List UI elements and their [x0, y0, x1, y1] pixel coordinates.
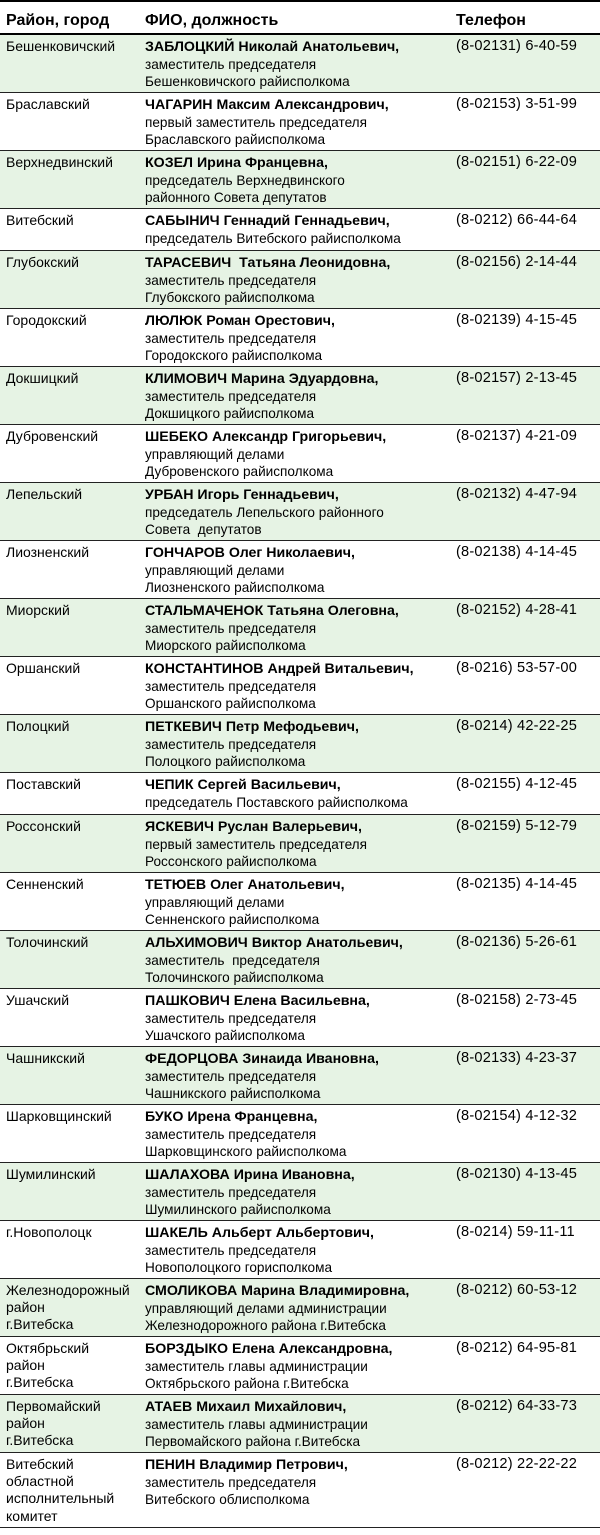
person-cell: [139, 1398, 450, 1450]
person-surname: ШАКЕЛЬ: [145, 1225, 208, 1241]
district-cell: [0, 1050, 139, 1102]
person-surname: КОЗЕЛ: [145, 155, 194, 171]
person-name: [145, 718, 450, 736]
district-cell: [0, 154, 139, 206]
person-name: [145, 312, 450, 330]
district-line: Первомайский: [6, 1398, 101, 1414]
person-surname: ЛЮЛЮК: [145, 313, 203, 329]
district-line: Докшицкий: [6, 370, 79, 386]
district-cell: [0, 1398, 139, 1450]
person-name: [145, 1340, 450, 1358]
district-cell: [0, 660, 139, 712]
phone-cell: (8-0214) 59-11-11: [456, 1224, 575, 1240]
table-row: [0, 309, 600, 367]
person-cell: [139, 602, 450, 654]
person-given-name: Александр Григорьевич,: [208, 429, 387, 445]
phone-cell: (8-02158) 2-73-45: [456, 992, 578, 1008]
phone-cell: (8-02153) 3-51-99: [456, 96, 578, 112]
person-cell: [139, 254, 450, 306]
person-given-name: Петр Мефодьевич,: [221, 719, 359, 735]
district-cell: [0, 486, 139, 538]
person-name: [145, 660, 450, 678]
phone-cell: (8-0212) 66-44-64: [456, 212, 578, 228]
district-line: исполнительный: [6, 1490, 115, 1507]
phone-cell: (8-0214) 42-22-25: [456, 718, 578, 734]
person-cell: [139, 1456, 450, 1525]
phone-cell: (8-02157) 2-13-45: [456, 370, 578, 386]
person-title-line: управляющий делами: [145, 563, 285, 579]
person-title-line: председатель Поставского райисполкома: [145, 795, 408, 811]
person-name: [145, 1108, 450, 1126]
person-name: [145, 96, 450, 114]
person-name: [145, 1456, 450, 1474]
person-given-name: Татьяна Олеговна,: [263, 603, 399, 619]
district-line: Поставский: [6, 776, 81, 792]
table-header: [0, 0, 600, 35]
person-given-name: Олег Николаевич,: [224, 545, 355, 561]
person-cell: [139, 96, 450, 148]
phone-cell: (8-0216) 53-57-00: [456, 660, 578, 676]
person-given-name: Николай Анатольевич,: [234, 39, 400, 55]
person-cell: [139, 1166, 450, 1218]
phone-cell: (8-02133) 4-23-37: [456, 1050, 578, 1066]
person-title-line: председатель Верхнедвинского: [145, 173, 345, 189]
phone-cell: (8-02156) 2-14-44: [456, 254, 578, 270]
district-line: Чашникский: [6, 1050, 85, 1066]
phone-cell: (8-02130) 4-13-45: [456, 1166, 578, 1182]
table-row: [0, 989, 600, 1047]
district-cell: [0, 1224, 139, 1276]
district-line: Шумилинский: [6, 1166, 96, 1182]
person-cell: [139, 1340, 450, 1392]
person-name: [145, 428, 450, 446]
person-given-name: Руслан Валерьевич,: [213, 819, 362, 835]
district-line: Витебский: [6, 212, 74, 228]
person-name: [145, 602, 450, 620]
person-title-line: заместитель председателя: [145, 1243, 317, 1259]
person-title-line: Бешенковичского райисполкома: [145, 74, 350, 90]
header-district: Район, город: [6, 12, 110, 29]
person-title-line: Ушачского райисполкома: [145, 1028, 305, 1044]
person-title-line: заместитель председателя: [145, 953, 320, 969]
person-surname: ФЕДОРЦОВА: [145, 1051, 239, 1067]
person-cell: [139, 154, 450, 206]
phone-cell: (8-0212) 64-95-81: [456, 1340, 578, 1356]
table-row: [0, 541, 600, 599]
district-cell: [0, 1108, 139, 1160]
person-given-name: Елена Васильевна,: [229, 993, 370, 1009]
person-name: [145, 486, 450, 504]
person-surname: АТАЕВ: [145, 1399, 193, 1415]
person-title-line: заместитель председателя: [145, 57, 317, 73]
person-name: [145, 154, 450, 172]
header-phone: Телефон: [456, 12, 526, 29]
phone-cell: (8-02139) 4-15-45: [456, 312, 578, 328]
person-title-line: Россонского райисполкома: [145, 854, 317, 870]
person-given-name: Максим Александрович,: [212, 97, 389, 113]
district-line: Витебский: [6, 1456, 74, 1472]
table-row: [0, 367, 600, 425]
person-cell: [139, 876, 450, 928]
table-row: [0, 657, 600, 715]
person-surname: ЧАГАРИН: [145, 97, 213, 113]
person-title-line: первый заместитель председателя: [145, 837, 367, 853]
table-row: [0, 1105, 600, 1163]
phone-cell: (8-02155) 4-12-45: [456, 776, 578, 792]
person-given-name: Михаил Михайлович,: [192, 1399, 347, 1415]
person-name: [145, 934, 450, 952]
person-given-name: Роман Орестович,: [202, 313, 335, 329]
phone-cell: (8-02132) 4-47-94: [456, 486, 578, 502]
district-line: Дубровенский: [6, 428, 99, 444]
person-title-line: районного Совета депутатов: [145, 190, 327, 206]
person-cell: [139, 776, 450, 812]
table-row: [0, 483, 600, 541]
person-title-line: Полоцкого райисполкома: [145, 754, 306, 770]
person-surname: САБЫНИЧ: [145, 213, 220, 229]
person-title-line: Лиозненского райисполкома: [145, 580, 325, 596]
person-title-line: управляющий делами: [145, 447, 285, 463]
person-title-line: Шумилинского райисполкома: [145, 1202, 331, 1218]
person-cell: [139, 1282, 450, 1334]
person-surname: СМОЛИКОВА: [145, 1283, 238, 1299]
person-cell: [139, 38, 450, 90]
person-title-line: Шарковщинского райисполкома: [145, 1144, 347, 1160]
table-row: [0, 35, 600, 93]
district-line: Сенненский: [6, 876, 84, 892]
person-surname: КОНСТАНТИНОВ: [145, 661, 264, 677]
phone-cell: (8-02136) 5-26-61: [456, 934, 578, 950]
person-given-name: Марина Владимировна,: [237, 1283, 410, 1299]
person-title-line: Оршанского райисполкома: [145, 696, 316, 712]
person-surname: ПАШКОВИЧ: [145, 993, 230, 1009]
district-line: Лиозненский: [6, 544, 90, 560]
phone-cell: (8-02137) 4-21-09: [456, 428, 578, 444]
header-person: ФИО, должность: [145, 12, 279, 29]
person-name: [145, 544, 450, 562]
person-name: [145, 212, 450, 230]
table-row: [0, 1047, 600, 1105]
table-row: [0, 1221, 600, 1279]
person-title-line: Первомайского района г.Витебска: [145, 1434, 361, 1450]
district-line: Октябрьский: [6, 1340, 90, 1356]
person-name: [145, 370, 450, 388]
person-given-name: Владимир Петрович,: [195, 1457, 348, 1473]
person-surname: БОРЗДЫКО: [145, 1341, 229, 1357]
district-cell: [0, 602, 139, 654]
person-surname: ПЕНИН: [145, 1457, 196, 1473]
district-line: район: [6, 1299, 45, 1316]
district-line: Лепельский: [6, 486, 83, 502]
person-given-name: Игорь Геннадьевич,: [193, 487, 339, 503]
district-line: Верхнедвинский: [6, 154, 113, 170]
person-cell: [139, 1050, 450, 1102]
district-line: г.Витебска: [6, 1432, 74, 1449]
person-surname: ШЕБЕКО: [145, 429, 209, 445]
table-row: [0, 873, 600, 931]
person-title-line: Толочинского райисполкома: [145, 970, 324, 986]
person-given-name: Геннадий Геннадьевич,: [219, 213, 390, 229]
table-row: [0, 715, 600, 773]
person-title-line: заместитель председателя: [145, 737, 317, 753]
person-title-line: Новополоцкого горисполкома: [145, 1260, 333, 1276]
district-cell: [0, 254, 139, 306]
person-title-line: заместитель главы администрации: [145, 1359, 368, 1375]
table-row: [0, 815, 600, 873]
person-title-line: заместитель председателя: [145, 621, 317, 637]
district-line: Браславский: [6, 96, 90, 112]
person-title-line: Докшицкого райисполкома: [145, 406, 315, 422]
phone-cell: (8-02152) 4-28-41: [456, 602, 578, 618]
person-surname: ЯСКЕВИЧ: [145, 819, 214, 835]
person-name: [145, 876, 450, 894]
person-cell: [139, 544, 450, 596]
person-title-line: председатель Лепельского районного: [145, 505, 384, 521]
district-cell: [0, 776, 139, 812]
table-row: [0, 1337, 600, 1395]
person-title-line: заместитель председателя: [145, 273, 317, 289]
table-row: [0, 209, 600, 251]
person-given-name: Зинаида Ивановна,: [238, 1051, 379, 1067]
person-title-line: Чашникского райисполкома: [145, 1086, 321, 1102]
person-given-name: Татьяна Леонидовна,: [231, 255, 391, 271]
person-title-line: заместитель председателя: [145, 1475, 317, 1491]
district-cell: [0, 718, 139, 770]
person-given-name: Сергей Васильевич,: [193, 777, 341, 793]
person-surname: БУКО: [145, 1109, 184, 1125]
district-cell: [0, 1166, 139, 1218]
person-title-line: Городокского райисполкома: [145, 348, 323, 364]
person-given-name: Ирена Францевна,: [183, 1109, 318, 1125]
person-cell: [139, 212, 450, 248]
person-surname: АЛЬХИМОВИЧ: [145, 935, 248, 951]
phone-cell: (8-02159) 5-12-79: [456, 818, 578, 834]
person-title-line: заместитель главы администрации: [145, 1417, 368, 1433]
district-line: Оршанский: [6, 660, 81, 676]
district-line: район: [6, 1415, 45, 1432]
table-row: [0, 1279, 600, 1337]
person-name: [145, 1398, 450, 1416]
person-surname: УРБАН: [145, 487, 194, 503]
person-title-line: Сенненского райисполкома: [145, 912, 320, 928]
person-name: [145, 38, 450, 56]
person-title-line: Дубровенского райисполкома: [145, 464, 334, 480]
person-title-line: заместитель председателя: [145, 1127, 317, 1143]
person-title-line: Миорского райисполкома: [145, 638, 306, 654]
person-title-line: Глубокского райисполкома: [145, 290, 315, 306]
person-name: [145, 1224, 450, 1242]
table-row: [0, 599, 600, 657]
person-surname: КЛИМОВИЧ: [145, 371, 228, 387]
person-given-name: Елена Александровна,: [228, 1341, 393, 1357]
person-cell: [139, 718, 450, 770]
phone-cell: (8-02131) 6-40-59: [456, 38, 578, 54]
person-name: [145, 1166, 450, 1184]
district-line: Миорский: [6, 602, 70, 618]
person-given-name: Марина Эдуардовна,: [227, 371, 379, 387]
person-surname: ЧЕПИК: [145, 777, 194, 793]
district-cell: [0, 38, 139, 90]
district-line: областной: [6, 1473, 74, 1490]
person-title-line: заместитель председателя: [145, 389, 317, 405]
person-name: [145, 776, 450, 794]
table-row: [0, 151, 600, 209]
phone-cell: (8-02138) 4-14-45: [456, 544, 578, 560]
district-line: Толочинский: [6, 934, 89, 950]
table-row: [0, 1163, 600, 1221]
district-cell: [0, 428, 139, 480]
person-given-name: Альберт Альбертович,: [207, 1225, 374, 1241]
district-cell: [0, 370, 139, 422]
person-surname: ШАЛАХОВА: [145, 1167, 230, 1183]
person-title-line: первый заместитель председателя: [145, 115, 367, 131]
person-cell: [139, 934, 450, 986]
person-cell: [139, 312, 450, 364]
table-body: [0, 35, 600, 1528]
person-surname: ТАРАСЕВИЧ: [145, 255, 232, 271]
person-name: [145, 1050, 450, 1068]
person-title-line: Октябрьского района г.Витебска: [145, 1376, 349, 1392]
person-cell: [139, 428, 450, 480]
district-line: г.Витебска: [6, 1316, 74, 1333]
person-surname: СТАЛЬМАЧЕНОК: [145, 603, 264, 619]
district-line: г.Новополоцк: [6, 1224, 92, 1240]
person-title-line: управляющий делами: [145, 895, 285, 911]
district-line: Бешенковичский: [6, 38, 116, 54]
district-line: Железнодорожный: [6, 1282, 130, 1298]
person-title-line: заместитель председателя: [145, 679, 317, 695]
district-cell: [0, 96, 139, 148]
person-cell: [139, 1224, 450, 1276]
table-row: [0, 931, 600, 989]
district-cell: [0, 934, 139, 986]
person-title-line: Браславского райисполкома: [145, 132, 326, 148]
phone-cell: (8-0212) 60-53-12: [456, 1282, 578, 1298]
person-cell: [139, 818, 450, 870]
person-title-line: заместитель председателя: [145, 331, 317, 347]
phone-cell: (8-02151) 6-22-09: [456, 154, 578, 170]
person-title-line: управляющий делами администрации: [145, 1301, 387, 1317]
person-title-line: заместитель председателя: [145, 1011, 317, 1027]
person-name: [145, 992, 450, 1010]
table-row: [0, 1453, 600, 1528]
district-cell: [0, 1456, 139, 1525]
district-line: Глубокский: [6, 254, 79, 270]
table-row: [0, 93, 600, 151]
district-line: г.Витебска: [6, 1374, 74, 1391]
district-line: Шарковщинский: [6, 1108, 112, 1124]
table-row: [0, 425, 600, 483]
district-line: Россонский: [6, 818, 81, 834]
person-surname: ГОНЧАРОВ: [145, 545, 225, 561]
district-cell: [0, 544, 139, 596]
person-cell: [139, 486, 450, 538]
district-line: район: [6, 1357, 45, 1374]
district-line: комитет: [6, 1507, 58, 1524]
person-cell: [139, 660, 450, 712]
person-given-name: Андрей Витальевич,: [263, 661, 414, 677]
person-cell: [139, 1108, 450, 1160]
person-cell: [139, 370, 450, 422]
table-row: [0, 1395, 600, 1453]
person-surname: ТЕТЮЕВ: [145, 877, 207, 893]
person-title-line: Железнодорожного района г.Витебска: [145, 1318, 386, 1334]
phone-cell: (8-02154) 4-12-32: [456, 1108, 578, 1124]
person-title-line: заместитель председателя: [145, 1185, 317, 1201]
district-line: Ушачский: [6, 992, 70, 1008]
district-cell: [0, 876, 139, 928]
person-given-name: Ирина Францевна,: [193, 155, 328, 171]
person-title-line: Совета депутатов: [145, 522, 262, 538]
person-name: [145, 254, 450, 272]
phone-cell: (8-0212) 22-22-22: [456, 1456, 578, 1472]
person-cell: [139, 992, 450, 1044]
person-surname: ПЕТКЕВИЧ: [145, 719, 222, 735]
district-line: Городокский: [6, 312, 87, 328]
person-given-name: Виктор Анатольевич,: [247, 935, 403, 951]
district-cell: [0, 1340, 139, 1392]
district-line: Полоцкий: [6, 718, 70, 734]
person-title-line: председатель Витебского райисполкома: [145, 231, 401, 247]
table-row: [0, 251, 600, 309]
district-cell: [0, 818, 139, 870]
person-name: [145, 1282, 450, 1300]
person-name: [145, 818, 450, 836]
phone-cell: (8-0212) 64-33-73: [456, 1398, 578, 1414]
phone-cell: (8-02135) 4-14-45: [456, 876, 578, 892]
table-row: [0, 773, 600, 815]
person-given-name: Олег Анатольевич,: [206, 877, 345, 893]
district-cell: [0, 212, 139, 248]
person-title-line: заместитель председателя: [145, 1069, 317, 1085]
person-surname: ЗАБЛОЦКИЙ: [145, 39, 235, 55]
person-given-name: Ирина Ивановна,: [229, 1167, 355, 1183]
district-cell: [0, 312, 139, 364]
district-cell: [0, 992, 139, 1044]
district-cell: [0, 1282, 139, 1334]
person-title-line: Витебского облисполкома: [145, 1492, 310, 1508]
